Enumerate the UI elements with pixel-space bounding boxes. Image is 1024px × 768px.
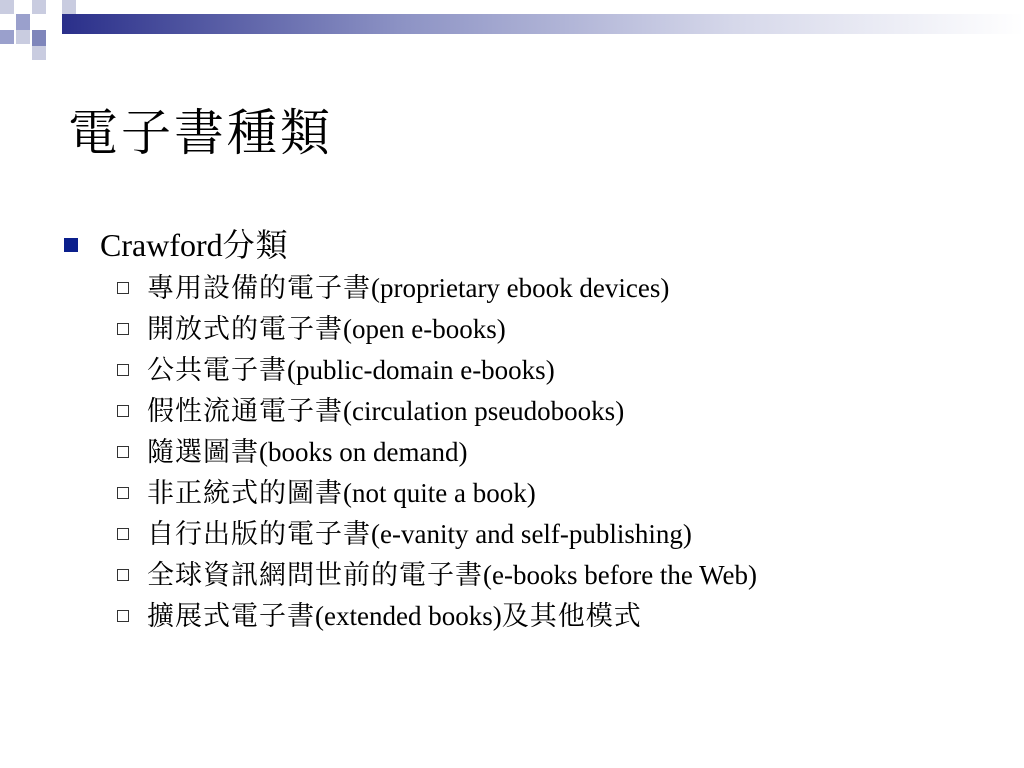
- square-bullet-icon: [64, 238, 78, 252]
- sub-bullet-cjk: 假性流通電子書: [147, 396, 343, 427]
- header-decoration-graphic: [0, 0, 1024, 62]
- hollow-square-bullet-icon: [117, 528, 129, 540]
- sub-bullet-cjk: 全球資訊網問世前的電子書: [147, 560, 483, 591]
- sub-bullet-latin: (circulation pseudobooks): [343, 396, 625, 426]
- sub-bullet-item: [62, 432, 1002, 473]
- bullet-crawford: [62, 222, 1002, 268]
- sub-bullet-cjk: 非正統式的圖書: [147, 478, 343, 509]
- sub-bullet-cjk: 隨選圖書: [147, 437, 259, 468]
- sub-bullet-latin: (books on demand): [259, 437, 468, 467]
- sub-bullet-item: [62, 350, 1002, 391]
- sub-bullet-item: [62, 473, 1002, 514]
- hollow-square-bullet-icon: [117, 487, 129, 499]
- hollow-square-bullet-icon: [117, 364, 129, 376]
- sub-bullet-item: [62, 514, 1002, 555]
- sub-bullet-item: [62, 309, 1002, 350]
- sub-bullet-latin: (e-books before the Web): [483, 560, 757, 590]
- sub-bullet-item: [62, 268, 1002, 309]
- hollow-square-bullet-icon: [117, 282, 129, 294]
- bullet-crawford-cjk: 分類: [222, 226, 289, 264]
- sub-bullet-latin: (extended books): [315, 601, 502, 631]
- sub-bullet-item: [62, 555, 1002, 596]
- hollow-square-bullet-icon: [117, 405, 129, 417]
- sub-bullet-latin: (public-domain e-books): [287, 355, 555, 385]
- sub-bullet-cjk: 開放式的電子書: [147, 314, 343, 345]
- hollow-square-bullet-icon: [117, 323, 129, 335]
- sub-bullet-cjk: 公共電子書: [147, 355, 287, 386]
- hollow-square-bullet-icon: [117, 446, 129, 458]
- bullet-list: [62, 222, 1002, 637]
- sub-bullet-cjk: 自行出版的電子書: [147, 519, 371, 550]
- sub-bullet-item: [62, 391, 1002, 432]
- sub-bullet-latin: (open e-books): [343, 314, 506, 344]
- header-decoration: [0, 0, 1024, 62]
- bullet-crawford-latin: Crawford: [100, 227, 223, 263]
- sub-bullet-cjk: 擴展式電子書: [147, 601, 315, 632]
- sub-bullet-suffix: 及其他模式: [501, 601, 642, 632]
- sub-bullet-cjk: 專用設備的電子書: [147, 273, 371, 304]
- sub-bullet-latin: (not quite a book): [343, 478, 536, 508]
- sub-bullet-latin: (e-vanity and self-publishing): [371, 519, 692, 549]
- hollow-square-bullet-icon: [117, 610, 129, 622]
- hollow-square-bullet-icon: [117, 569, 129, 581]
- sub-bullet-latin: (proprietary ebook devices): [371, 273, 670, 303]
- sub-bullet-item: [62, 596, 1002, 637]
- slide-title: 電子書種類: [68, 104, 333, 162]
